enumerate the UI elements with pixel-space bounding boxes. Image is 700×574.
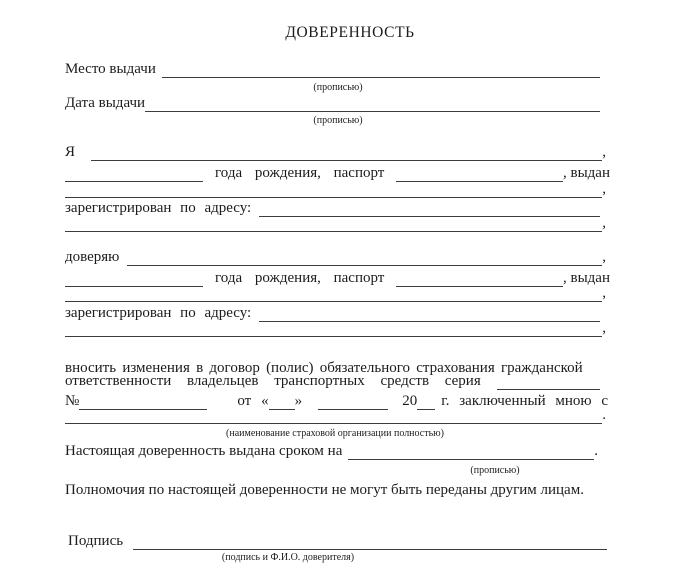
signature-row [68,533,607,550]
date-of-issue-row [65,95,600,112]
signature-label: Подпись [68,533,124,549]
term-in-words-caption: (прописью) [470,465,520,476]
attorney-address-label: зарегистрирован по адресу: [65,305,252,321]
birth-passport-label: года рождения, паспорт [215,165,385,181]
principal-pronoun-label: Я [65,144,76,160]
comma-mark: , [602,144,606,160]
principal-address-continued-blank [65,216,602,232]
year-prefix-label: 20 [402,393,418,409]
validity-term-row [65,443,598,460]
attorney-address-continued-blank [65,321,602,337]
period-mark: . [602,407,606,423]
attorney-passport-issuer-blank [65,286,602,302]
signature-blank [133,534,607,550]
attorney-name-row [65,249,606,266]
principal-name-row [65,144,606,161]
principal-birth-year-blank [65,166,203,182]
attorney-name-blank [127,250,602,266]
date-of-issue-blank [145,96,600,112]
amendment-clause-line1: вносить изменения в договор (полис) обязательного страхования гражданской [65,360,583,376]
comma-mark: , [602,285,606,301]
comma-mark: , [602,320,606,336]
comma-mark: , [602,215,606,231]
principal-passport-issuer-row [65,181,606,198]
from-label: от [237,393,252,409]
insurer-name-blank [65,408,602,424]
issued-label: , выдан [563,165,610,181]
issued-label: , выдан [563,270,610,286]
principal-passport-blank [396,166,563,182]
attorney-address-continued-row [65,320,606,337]
principal-address-label: зарегистрирован по адресу: [65,200,252,216]
quote-close-mark: » [294,393,303,409]
validity-term-blank [348,444,594,460]
place-of-issue-label: Место выдачи [65,61,156,77]
attorney-passport-issuer-row [65,285,606,302]
place-of-issue-row [65,61,600,78]
principal-address-continued-row [65,215,606,232]
signature-caption: (подпись и Ф.И.О. доверителя) [221,552,355,563]
entrust-label: доверяю [65,249,120,265]
principal-birth-passport-row [65,165,610,182]
place-in-words-caption: (прописью) [313,82,363,93]
no-transfer-clause: Полномочия по настоящей доверенности не могут быть переданы другим лицам. [65,482,584,498]
insurer-name-row [65,407,606,424]
birth-passport-label: года рождения, паспорт [215,270,385,286]
document-title: ДОВЕРЕННОСТЬ [285,24,415,41]
validity-term-label: Настоящая доверенность выдана сроком на [65,443,343,459]
quote-open-mark: « [261,393,269,409]
date-of-issue-label: Дата выдачи [65,95,146,111]
principal-name-blank [91,145,602,161]
comma-mark: , [602,181,606,197]
place-of-issue-blank [162,62,600,78]
amendment-clause-line2-label: ответственности владельцев транспортных средств серия [65,373,481,389]
period-mark: . [594,443,598,459]
amendment-clause-line2-row [65,373,600,390]
number-sign-label: № [65,393,80,409]
concluded-label: г. заключенный мною с [441,393,608,409]
insurer-caption: (наименование страховой организации полностью) [226,428,444,439]
comma-mark: , [602,249,606,265]
policy-series-blank [497,374,600,390]
principal-passport-issuer-blank [65,182,602,198]
date-in-words-caption: (прописью) [313,115,363,126]
